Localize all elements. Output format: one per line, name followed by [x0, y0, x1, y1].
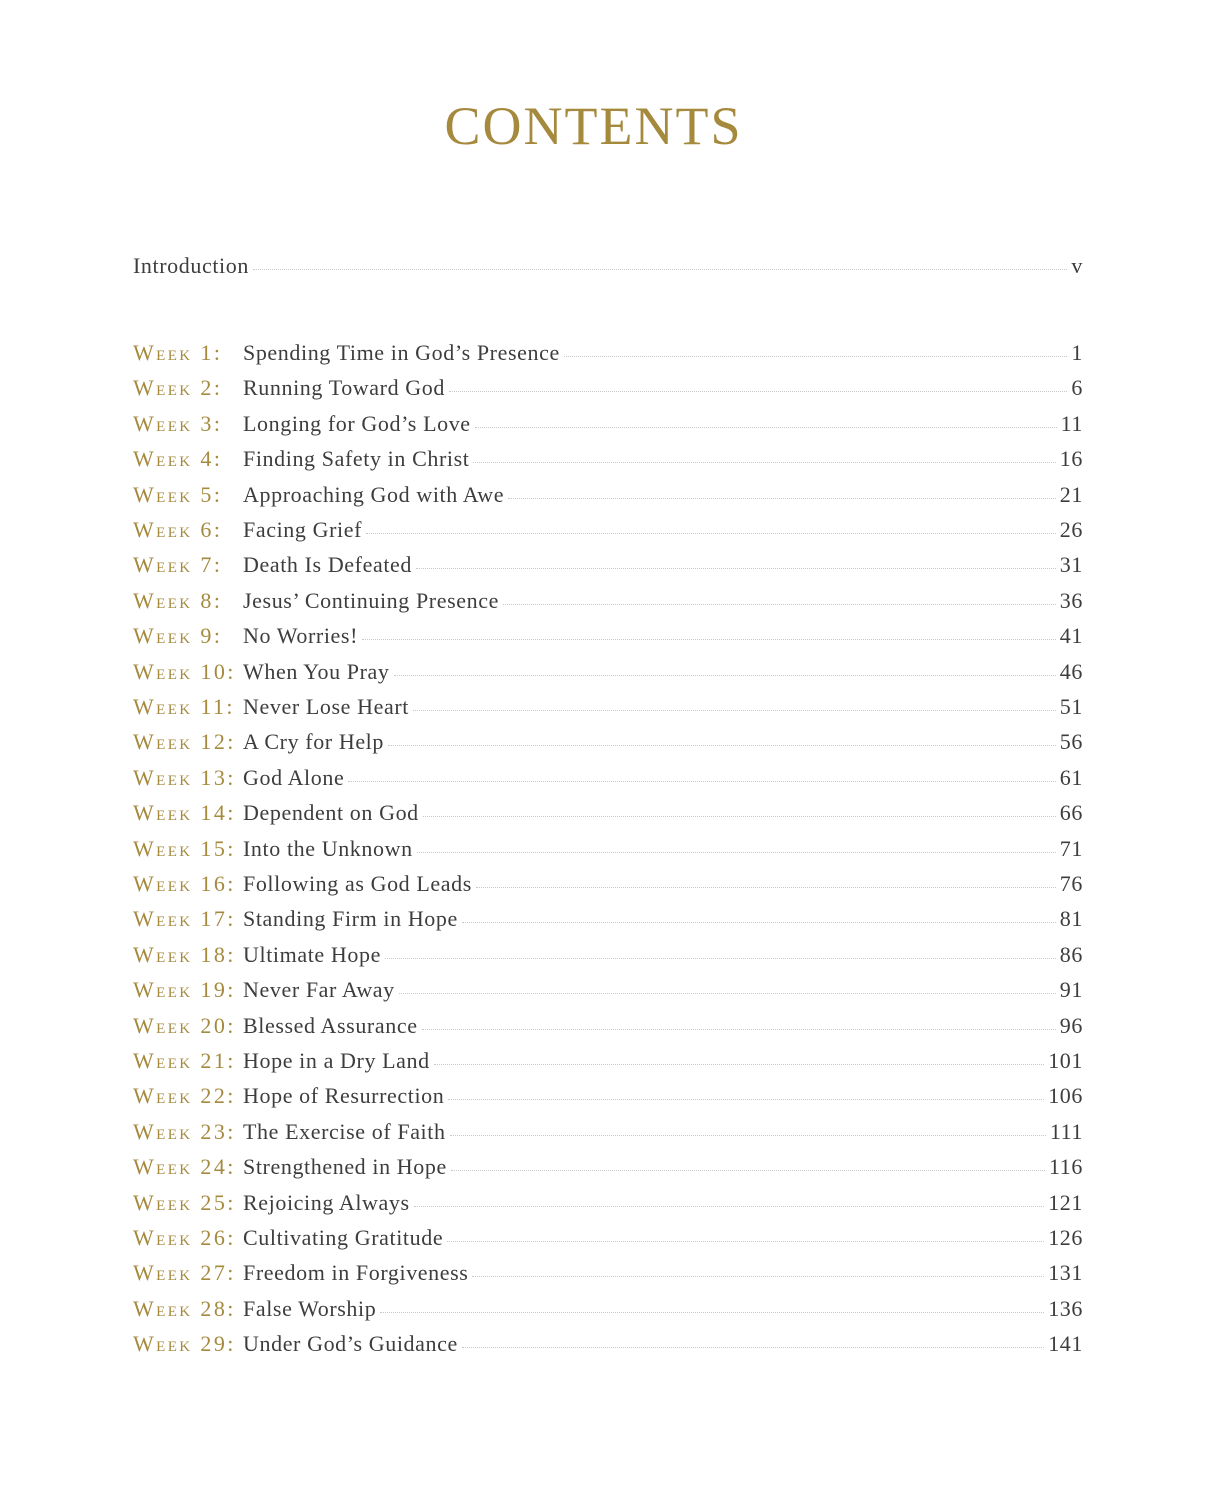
toc-page-number: 106: [1048, 1083, 1083, 1109]
toc-entry-title: Ultimate Hope: [243, 941, 381, 967]
toc-week-label: Week 12:: [133, 729, 236, 755]
toc-entry-title: Strengthened in Hope: [243, 1154, 447, 1180]
toc-week-label: Week 4:: [133, 446, 223, 472]
toc-page-number: 41: [1059, 623, 1083, 649]
toc-entry-title: False Worship: [243, 1295, 377, 1321]
dot-leader: [508, 498, 1056, 499]
toc-week-label: Week 11:: [133, 694, 235, 719]
dot-leader: [449, 391, 1067, 392]
toc-entry-week[interactable]: [133, 942, 1083, 972]
toc-week-label: Week 13:: [133, 764, 236, 790]
toc-entry-week[interactable]: [133, 411, 1083, 441]
toc-page-number: 126: [1048, 1225, 1083, 1250]
dot-leader: [253, 269, 1067, 270]
toc-entry-week[interactable]: [133, 552, 1083, 582]
toc-entry-title: Cultivating Gratitude: [243, 1225, 444, 1250]
toc-entry-week[interactable]: [133, 1296, 1083, 1326]
toc-entry-title: Longing for God’s Love: [243, 410, 471, 436]
toc-page-number: 1: [1071, 340, 1083, 365]
toc-entry-title: A Cry for Help: [243, 729, 384, 755]
toc-entry-title: Under God’s Guidance: [243, 1331, 458, 1357]
toc-week-label: Week 25:: [133, 1189, 236, 1215]
toc-entry-week[interactable]: [133, 1154, 1083, 1184]
dot-leader: [416, 568, 1056, 569]
toc-entry-title: God Alone: [243, 764, 345, 790]
dot-leader: [476, 887, 1056, 888]
dot-leader: [448, 1099, 1044, 1100]
toc-entry-title: When You Pray: [243, 658, 390, 684]
toc-page-number: 26: [1059, 517, 1083, 542]
toc-entry-week[interactable]: [133, 800, 1083, 830]
toc-week-label: Week 26:: [133, 1225, 236, 1250]
toc-entry-week[interactable]: [133, 1190, 1083, 1220]
toc-page-number: v: [1071, 253, 1083, 278]
toc-week-label: Week 3:: [133, 410, 223, 436]
toc-page-number: 46: [1059, 658, 1083, 684]
toc-week-label: Week 18:: [133, 941, 236, 967]
toc-entry-week[interactable]: [133, 729, 1083, 759]
toc-entry-title: Freedom in Forgiveness: [243, 1260, 469, 1286]
toc-week-label: Week 20:: [133, 1012, 236, 1038]
toc-page-number: 16: [1059, 446, 1083, 472]
dot-leader: [503, 604, 1056, 605]
toc-entry-title: Dependent on God: [243, 800, 419, 826]
toc-entry-week[interactable]: [133, 836, 1083, 866]
toc-entry-week[interactable]: [133, 659, 1083, 689]
toc-entry-week[interactable]: [133, 1331, 1083, 1361]
dot-leader: [564, 356, 1068, 357]
toc-page-number: 21: [1059, 481, 1083, 507]
toc-week-label: Week 14:: [133, 800, 236, 826]
toc-page-number: 51: [1059, 694, 1083, 719]
toc-page-number: 91: [1059, 977, 1083, 1003]
toc-entry-title: No Worries!: [243, 623, 359, 649]
toc-entry-title: Never Far Away: [243, 977, 395, 1003]
dot-leader: [362, 639, 1056, 640]
dot-leader: [462, 1347, 1044, 1348]
toc-entry-title: Hope of Resurrection: [243, 1083, 445, 1109]
toc-page-number: 86: [1059, 941, 1083, 967]
toc-week-label: Week 19:: [133, 977, 236, 1003]
toc-entry-introduction[interactable]: [133, 253, 1083, 283]
toc-entry-title: The Exercise of Faith: [243, 1118, 446, 1144]
toc-week-label: Week 22:: [133, 1083, 236, 1109]
toc-week-label: Week 28:: [133, 1295, 236, 1321]
dot-leader: [422, 1029, 1056, 1030]
toc-week-label: Week 8:: [133, 587, 223, 613]
toc-entry-title: Standing Firm in Hope: [243, 906, 458, 932]
toc-entry-title: Death Is Defeated: [243, 552, 413, 578]
toc-week-label: Week 5:: [133, 481, 223, 507]
toc-entry-week[interactable]: [133, 906, 1083, 936]
toc-page-number: 36: [1059, 587, 1083, 613]
toc-page-number: 136: [1048, 1295, 1083, 1321]
dot-leader: [450, 1135, 1046, 1136]
dot-leader: [399, 993, 1056, 994]
dot-leader: [394, 675, 1056, 676]
toc-entry-title: Rejoicing Always: [243, 1189, 410, 1215]
toc-week-label: Week 23:: [133, 1118, 236, 1144]
toc-entry-title: Hope in a Dry Land: [243, 1048, 430, 1073]
toc-entry-week[interactable]: [133, 694, 1083, 724]
dot-leader: [413, 710, 1056, 711]
toc-week-label: Week 15:: [133, 835, 236, 861]
toc-page-number: 56: [1059, 729, 1083, 755]
dot-leader: [475, 427, 1057, 428]
toc-page-number: 61: [1059, 764, 1083, 790]
toc-entry-title: Running Toward God: [243, 375, 445, 401]
toc-page-number: 116: [1049, 1154, 1083, 1180]
dot-leader: [462, 922, 1056, 923]
toc-entry-title: Following as God Leads: [243, 871, 472, 896]
toc-page-number: 71: [1059, 835, 1083, 861]
toc-week-label: Week 1:: [133, 340, 223, 365]
toc-week-label: Week 29:: [133, 1331, 236, 1357]
toc-entry-title: Never Lose Heart: [243, 694, 409, 719]
toc-entry-week[interactable]: [133, 623, 1083, 653]
dot-leader: [423, 816, 1056, 817]
toc-week-label: Week 6:: [133, 517, 223, 542]
dot-leader: [472, 1276, 1044, 1277]
toc-entry-week[interactable]: [133, 1013, 1083, 1043]
toc-week-label: Week 21:: [133, 1048, 236, 1073]
toc-page-number: 31: [1059, 552, 1083, 578]
dot-leader: [434, 1064, 1044, 1065]
toc-entry-week[interactable]: [133, 1048, 1083, 1078]
dot-leader: [414, 1206, 1045, 1207]
toc-page-number: 141: [1048, 1331, 1083, 1357]
toc-entry-week[interactable]: [133, 977, 1083, 1007]
toc-week-label: Week 2:: [133, 375, 223, 401]
toc-week-label: Week 17:: [133, 906, 236, 932]
toc-entry-week[interactable]: [133, 588, 1083, 618]
toc-entry-week[interactable]: [133, 340, 1083, 370]
toc-entry-week[interactable]: [133, 482, 1083, 512]
toc-entry-week[interactable]: [133, 1225, 1083, 1255]
dot-leader: [473, 462, 1055, 463]
toc-entry-title: Into the Unknown: [243, 835, 413, 861]
toc-page-number: 96: [1059, 1012, 1083, 1038]
toc-entry-title: Jesus’ Continuing Presence: [243, 587, 499, 613]
toc-entry-title: Blessed Assurance: [243, 1012, 418, 1038]
toc-week-label: Week 10:: [133, 658, 236, 684]
toc-page-number: 101: [1048, 1048, 1083, 1073]
toc-page-number: 6: [1071, 375, 1083, 401]
toc-entry-week[interactable]: [133, 1260, 1083, 1290]
toc-page-number: 76: [1059, 871, 1083, 896]
toc-entry-week[interactable]: [133, 517, 1083, 547]
toc-entry-title: Introduction: [133, 253, 249, 278]
dot-leader: [348, 781, 1055, 782]
dot-leader: [388, 745, 1056, 746]
toc-page-number: 66: [1059, 800, 1083, 826]
toc-entry-week[interactable]: [133, 765, 1083, 795]
page-title: CONTENTS: [444, 96, 743, 156]
toc-entry-week[interactable]: [133, 871, 1083, 901]
dot-leader: [447, 1241, 1044, 1242]
dot-leader: [451, 1170, 1045, 1171]
toc-entry-title: Finding Safety in Christ: [243, 446, 470, 472]
toc-week-label: Week 24:: [133, 1154, 236, 1180]
toc-entry-week[interactable]: [133, 375, 1083, 405]
toc-entry-title: Approaching God with Awe: [243, 481, 505, 507]
toc-week-label: Week 9:: [133, 623, 223, 649]
dot-leader: [385, 958, 1056, 959]
toc-week-label: Week 27:: [133, 1260, 236, 1286]
toc-week-label: Week 7:: [133, 552, 223, 578]
toc-page-number: 81: [1059, 906, 1083, 932]
dot-leader: [366, 533, 1056, 534]
toc-week-label: Week 16:: [133, 871, 236, 896]
toc-page-number: 121: [1048, 1189, 1083, 1215]
toc-entry-title: Facing Grief: [243, 517, 362, 542]
toc-entry-week[interactable]: [133, 1083, 1083, 1113]
dot-leader: [417, 852, 1056, 853]
toc-page-number: 11: [1060, 410, 1083, 436]
dot-leader: [380, 1312, 1044, 1313]
toc-entry-week[interactable]: [133, 1119, 1083, 1149]
toc-entry-title: Spending Time in God’s Presence: [243, 340, 560, 365]
toc-page-number: 131: [1048, 1260, 1083, 1286]
toc-page-number: 111: [1049, 1118, 1083, 1144]
toc-entry-week[interactable]: [133, 446, 1083, 476]
